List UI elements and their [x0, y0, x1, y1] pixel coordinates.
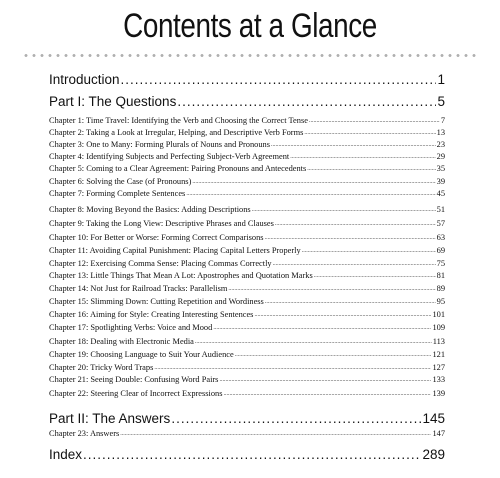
dot-leader [302, 245, 436, 257]
dot-leader [213, 322, 431, 334]
toc-chapter-entry [49, 362, 445, 374]
page-number: 45 [436, 189, 445, 198]
page-number: 57 [436, 219, 445, 228]
dot-leader [265, 296, 436, 308]
dot-leader [265, 232, 436, 244]
page-number: 23 [436, 140, 445, 149]
toc-chapter-entry [49, 283, 445, 295]
page-number: 35 [436, 164, 445, 173]
entry-title: Chapter 10: For Better or Worse: Forming Correct Comparisons [49, 233, 264, 242]
dot-leader [192, 176, 435, 188]
dot-leader [252, 204, 436, 216]
entry-title: Chapter 15: Slimming Down: Cutting Repetition and Wordiness [49, 297, 264, 306]
dot-leader [177, 93, 436, 110]
page-number: 29 [436, 152, 445, 161]
page-number: 113 [432, 337, 445, 346]
toc-chapter-entry [49, 176, 445, 188]
page-number: 81 [436, 271, 445, 280]
dot-leader [171, 410, 421, 427]
entry-title: Chapter 20: Tricky Word Traps [49, 363, 154, 372]
toc-chapter-entry [49, 296, 445, 308]
page-number: 7 [440, 116, 445, 125]
dot-leader [309, 115, 440, 127]
page-number: 51 [436, 205, 445, 214]
entry-title: Chapter 2: Taking a Look at Irregular, Helping, and Descriptive Verb Forms [49, 128, 304, 137]
dot-leader [195, 336, 432, 348]
entry-title: Chapter 8: Moving Beyond the Basics: Adding Descriptions [49, 205, 251, 214]
entry-title: Index [49, 447, 83, 462]
dot-leader [121, 71, 437, 88]
entry-title: Chapter 23: Answers [49, 429, 120, 438]
page-number: 1 [437, 72, 445, 87]
dot-leader [186, 188, 435, 200]
page-number: 89 [436, 284, 445, 293]
toc-chapter-entry [49, 336, 445, 348]
entry-title: Chapter 9: Taking the Long View: Descriptive Phrases and Clauses [49, 219, 274, 228]
dotted-divider [22, 54, 480, 57]
entry-title: Chapter 1: Time Travel: Identifying the Verb and Choosing the Correct Tense [49, 116, 308, 125]
dot-leader [120, 428, 431, 440]
dot-leader [154, 362, 431, 374]
entry-title: Chapter 14: Not Just for Railroad Tracks: Parallelism [49, 284, 228, 293]
dot-leader [224, 388, 432, 400]
entry-title: Chapter 4: Identifying Subjects and Perfecting Subject-Verb Agreement [49, 152, 290, 161]
dot-leader [275, 218, 436, 230]
page-number: 121 [432, 350, 445, 359]
page-title: Contents at a Glance [123, 7, 377, 45]
entry-title: Chapter 17: Spotlighting Verbs: Voice and Mood [49, 323, 213, 332]
toc-chapter-entry [49, 245, 445, 257]
toc-chapter-entry [49, 204, 445, 216]
dot-leader [304, 127, 435, 139]
page-number: 63 [436, 233, 445, 242]
dot-leader [271, 139, 436, 151]
entry-title: Chapter 7: Forming Complete Sentences [49, 189, 186, 198]
entry-title: Chapter 12: Exercising Comma Sense: Placing Commas Correctly [49, 259, 272, 268]
page-number: 39 [436, 177, 445, 186]
page-number: 127 [432, 363, 445, 372]
dot-leader [254, 309, 431, 321]
entry-title: Part II: The Answers [49, 411, 171, 426]
toc-chapter-entry [49, 163, 445, 175]
dot-leader [83, 446, 421, 463]
toc-chapter-entry [49, 374, 445, 386]
toc-chapter-entry [49, 218, 445, 230]
page-number: 101 [432, 310, 445, 319]
page-number: 95 [436, 297, 445, 306]
toc-chapter-entry [49, 322, 445, 334]
toc-chapter-entry [49, 388, 445, 400]
entry-title: Chapter 13: Little Things That Mean A Lot: Apostrophes and Quotation Marks [49, 271, 313, 280]
entry-title: Chapter 22: Steering Clear of Incorrect Expressions [49, 389, 223, 398]
page-number: 69 [436, 246, 445, 255]
page-number: 147 [432, 429, 445, 438]
dot-leader [307, 163, 435, 175]
entry-title: Chapter 18: Dealing with Electronic Media [49, 337, 194, 346]
page-number: 5 [437, 94, 445, 109]
toc-chapter-entry [49, 309, 445, 321]
entry-title: Chapter 6: Solving the Case (of Pronouns) [49, 177, 192, 186]
toc-chapter-entry [49, 428, 445, 440]
toc-section-entry [49, 93, 445, 110]
toc-chapter-entry [49, 188, 445, 200]
toc-chapter-entry [49, 127, 445, 139]
dot-leader [228, 283, 435, 295]
page-number: 133 [432, 375, 445, 384]
dot-leader [290, 151, 435, 163]
page-number: 75 [436, 259, 445, 268]
entry-title: Chapter 3: One to Many: Forming Plurals of Nouns and Pronouns [49, 140, 270, 149]
toc-chapter-entry [49, 270, 445, 282]
entry-title: Chapter 11: Avoiding Capital Punishment: Placing Capital Letters Properly [49, 246, 301, 255]
toc-chapter-entry [49, 151, 445, 163]
dot-leader [235, 349, 432, 361]
entry-title: Chapter 5: Coming to a Clear Agreement: Pairing Pronouns and Antecedents [49, 164, 307, 173]
dot-leader [314, 270, 436, 282]
entry-title: Part I: The Questions [49, 94, 177, 109]
toc-chapter-entry [49, 115, 445, 127]
toc-section-entry [49, 71, 445, 88]
page-number: 139 [432, 389, 445, 398]
dot-leader [273, 258, 436, 270]
toc-chapter-entry [49, 232, 445, 244]
page-number: 145 [422, 411, 445, 426]
page-number: 13 [436, 128, 445, 137]
toc-section-entry [49, 446, 445, 463]
entry-title: Chapter 19: Choosing Language to Suit Your Audience [49, 350, 234, 359]
toc-chapter-entry [49, 349, 445, 361]
entry-title: Introduction [49, 72, 120, 87]
page-number: 109 [432, 323, 445, 332]
toc-section-entry [49, 410, 445, 427]
entry-title: Chapter 16: Aiming for Style: Creating Interesting Sentences [49, 310, 254, 319]
toc-chapter-entry [49, 139, 445, 151]
page-number: 289 [422, 447, 445, 462]
dot-leader [219, 374, 431, 386]
toc-chapter-entry [49, 258, 445, 270]
entry-title: Chapter 21: Seeing Double: Confusing Word Pairs [49, 375, 219, 384]
